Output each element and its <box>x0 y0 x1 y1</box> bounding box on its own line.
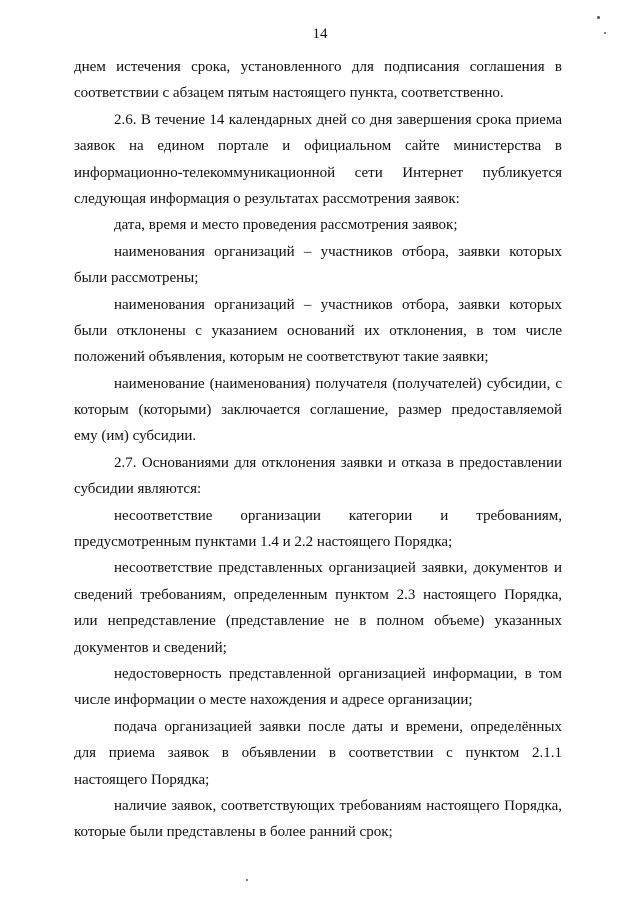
text-line: которые были представлены в более ранний срок; <box>74 824 393 841</box>
text-line: днем истечения срока, установленного для подписания соглашения в <box>74 59 562 75</box>
text-line: заявок на едином портале и официальном сайте министерства в <box>74 138 562 155</box>
text-line: которым (которыми) заключается соглашение, размер предоставляемой <box>74 402 562 419</box>
text-line: соответствии с абзацем пятым настоящего пункта, соответственно. <box>74 85 504 102</box>
text-line: следующая информация о результатах рассмотрения заявок: <box>74 190 460 207</box>
page-number: 14 <box>312 26 328 42</box>
text-line: или непредставление (представление не в полном объеме) указанных <box>74 613 562 630</box>
text-line: числе информации о месте нахождения и адресе организации; <box>74 692 473 709</box>
scan-speck <box>604 32 606 34</box>
text-line: дата, время и место проведения рассмотрения заявок; <box>114 217 458 234</box>
text-line: сведений требованиям, определенным пунктом 2.3 настоящего Порядка, <box>74 586 562 603</box>
text-line: наименования организаций – участников отбора, заявки которых <box>114 296 562 313</box>
text-line: субсидии являются: <box>74 481 202 498</box>
text-line: документов и сведений; <box>74 639 227 656</box>
text-line: недостоверность представленной организацией информации, в том <box>114 665 562 682</box>
text-line: информационно-телекоммуникационной сети Интернет публикуется <box>74 164 562 181</box>
text-line: наименование (наименования) получателя (получателей) субсидии, с <box>114 375 562 392</box>
scan-speck <box>246 879 248 881</box>
text-line: 2.7. Основаниями для отклонения заявки и отказа в предоставлении <box>114 454 562 471</box>
text-line: ему (им) субсидии. <box>74 428 197 445</box>
text-line: для приема заявок в объявлении в соответствии с пунктом 2.1.1 <box>74 745 562 762</box>
text-line: подача организацией заявки после даты и времени, определённых <box>114 718 562 735</box>
text-line: несоответствие организации категории и требованиям, <box>114 507 562 524</box>
text-line: положений объявления, которым не соответствуют такие заявки; <box>74 349 489 366</box>
text-line: настоящего Порядка; <box>74 771 210 788</box>
text-line: наименования организаций – участников отбора, заявки которых <box>114 243 562 260</box>
text-line: были рассмотрены; <box>74 270 199 287</box>
text-line: были отклонены с указанием оснований их отклонения, в том числе <box>74 322 562 339</box>
scan-speck <box>597 16 600 19</box>
text-line: предусмотренным пунктами 1.4 и 2.2 настоящего Порядка; <box>74 534 453 551</box>
text-line: наличие заявок, соответствующих требованиям настоящего Порядка, <box>114 797 562 814</box>
text-line: 2.6. В течение 14 календарных дней со дня завершения срока приема <box>114 111 562 128</box>
document-body <box>74 54 562 846</box>
text-line: несоответствие представленных организацией заявки, документов и <box>114 560 562 577</box>
